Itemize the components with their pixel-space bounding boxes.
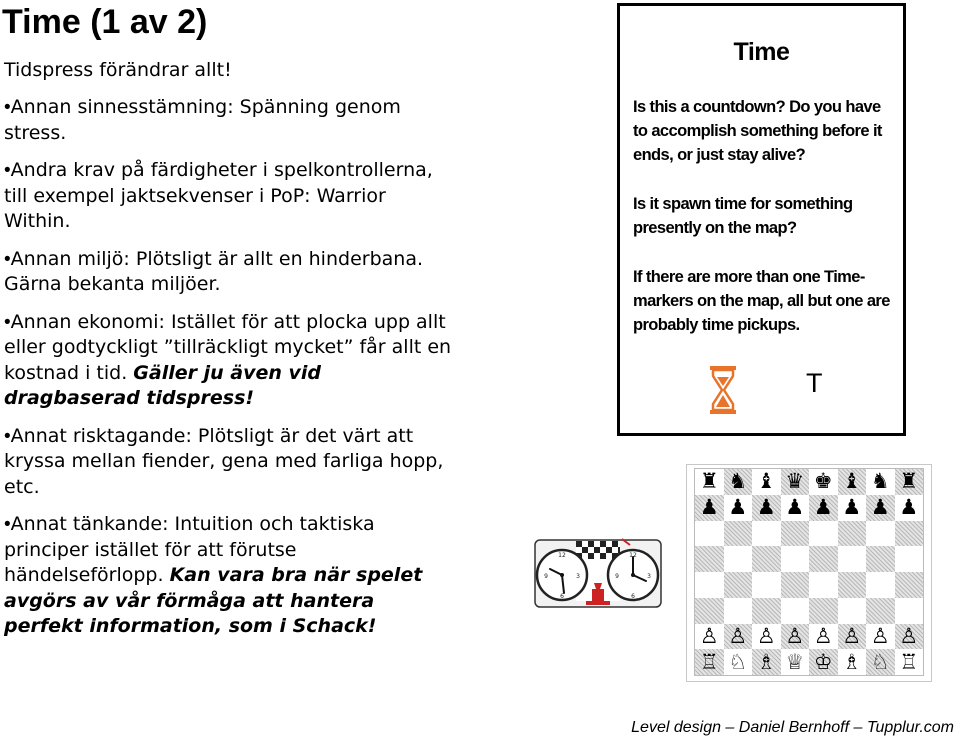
clock-numeral: 6 bbox=[560, 593, 564, 600]
bullet-text: Annan sinnesstämning: Spänning genom stress. bbox=[4, 96, 401, 144]
chess-piece-square: ♙ bbox=[724, 624, 753, 650]
bullet-list bbox=[4, 95, 454, 652]
bullet-item bbox=[4, 512, 454, 640]
chess-piece-square: ♙ bbox=[699, 623, 719, 648]
bullet-marker: • bbox=[4, 514, 11, 535]
bullet-item bbox=[4, 310, 454, 412]
chess-square bbox=[752, 546, 781, 572]
bullet-text: Annan ekonomi: Istället för att plocka upp allt eller godtyckligt ”tillräckligt mycket” får allt en kostnad i tid. bbox=[4, 310, 452, 384]
chess-square bbox=[724, 521, 753, 547]
chess-piece-square: ♕ bbox=[785, 649, 805, 674]
bullet-item bbox=[4, 424, 454, 501]
chess-piece-square: ♟ bbox=[752, 495, 781, 521]
chess-piece-square: ♔ bbox=[809, 649, 838, 675]
chess-board-panel bbox=[686, 464, 932, 682]
chess-piece-square: ♟ bbox=[728, 495, 748, 520]
chess-square bbox=[895, 521, 924, 547]
chess-square bbox=[695, 598, 724, 624]
chess-board bbox=[694, 468, 924, 676]
clock-numeral: 6 bbox=[631, 593, 635, 600]
card-paragraph: Is it spawn time for something presently on the map? bbox=[633, 195, 853, 237]
time-marker-card bbox=[617, 3, 906, 436]
chess-piece-square: ♛ bbox=[781, 469, 810, 495]
bullet-emphasis: Gäller ju även vid dragbaserad tidspress! bbox=[4, 361, 321, 409]
chess-square bbox=[695, 572, 724, 598]
chess-square bbox=[895, 572, 924, 598]
chess-piece-square: ♗ bbox=[842, 649, 862, 674]
bullet-text: Annat tänkande: Intuition och taktiska principer istället för att förutse händelseförlopp. bbox=[4, 513, 375, 586]
bullet-marker: • bbox=[4, 425, 11, 447]
chess-square bbox=[809, 598, 838, 624]
chess-square bbox=[724, 572, 753, 598]
chess-square bbox=[895, 598, 924, 624]
chess-square bbox=[781, 598, 810, 624]
chess-square bbox=[895, 546, 924, 572]
clock-numeral: 3 bbox=[576, 573, 580, 580]
chess-square bbox=[695, 546, 724, 572]
chess-square bbox=[866, 546, 895, 572]
chess-square bbox=[838, 598, 867, 624]
chess-square bbox=[724, 598, 753, 624]
chess-piece-square: ♜ bbox=[895, 469, 924, 495]
bullet-item bbox=[4, 95, 454, 146]
bullet-marker: • bbox=[4, 311, 11, 333]
clock-numeral: 9 bbox=[615, 573, 619, 580]
card-paragraph: Is this a countdown? Do you have to accomplish something before it ends, or just stay alive? bbox=[633, 98, 882, 164]
chess-square bbox=[781, 521, 810, 547]
chess-piece-square: ♙ bbox=[813, 623, 833, 648]
chess-piece-square: ♙ bbox=[895, 624, 924, 650]
chess-square bbox=[752, 521, 781, 547]
bullet-text: Andra krav på färdigheter i spelkontrollerna, till exempel jaktsekvenser i PoP: Warrior Within. bbox=[4, 159, 433, 232]
time-marker-letter: T bbox=[806, 368, 823, 398]
chess-square bbox=[809, 572, 838, 598]
chess-piece-square: ♙ bbox=[781, 624, 810, 650]
chess-square bbox=[866, 521, 895, 547]
card-title: Time bbox=[733, 38, 790, 66]
chess-square bbox=[809, 521, 838, 547]
chess-square bbox=[866, 572, 895, 598]
chess-piece-square: ♞ bbox=[870, 469, 890, 494]
chess-square bbox=[752, 598, 781, 624]
clock-numeral: 9 bbox=[544, 573, 548, 580]
chess-piece-square: ♘ bbox=[866, 649, 895, 675]
chess-square bbox=[752, 572, 781, 598]
chess-square bbox=[838, 521, 867, 547]
footer-credit: Level design – Daniel Bernhoff – Tupplur.com bbox=[631, 719, 954, 736]
chess-piece-square: ♚ bbox=[813, 469, 833, 494]
chess-piece-square: ♟ bbox=[695, 495, 724, 521]
chess-piece-square: ♙ bbox=[870, 623, 890, 648]
bullet-emphasis: Kan vara bra när spelet avgörs av vår förmåga att hantera perfekt information, som i Schack! bbox=[4, 564, 423, 637]
bullet-marker: • bbox=[4, 248, 11, 270]
chess-square bbox=[695, 521, 724, 547]
chess-piece-square: ♟ bbox=[785, 495, 805, 520]
chess-piece-square: ♙ bbox=[838, 624, 867, 650]
chess-piece-square: ♟ bbox=[809, 495, 838, 521]
chess-piece-square: ♖ bbox=[899, 649, 919, 674]
bullet-marker: • bbox=[4, 160, 11, 181]
chess-clock-icon bbox=[534, 537, 662, 609]
bullet-text: Annat risktagande: Plötsligt är det värt att kryssa mellan fiender, gena med farliga hopp, etc. bbox=[4, 424, 444, 498]
chess-square bbox=[781, 546, 810, 572]
slide-title: Time (1 av 2) bbox=[2, 3, 208, 41]
bullet-marker: • bbox=[4, 97, 11, 118]
bullet-text: Annan miljö: Plötsligt är allt en hinderbana. Gärna bekanta miljöer. bbox=[4, 247, 423, 295]
chess-piece-square: ♞ bbox=[724, 469, 753, 495]
chess-square bbox=[781, 572, 810, 598]
chess-piece-square: ♜ bbox=[699, 469, 719, 494]
clock-numeral: 12 bbox=[629, 552, 637, 559]
chess-square bbox=[724, 546, 753, 572]
hourglass-icon bbox=[709, 365, 737, 415]
chess-piece-square: ♟ bbox=[866, 495, 895, 521]
clock-numeral: 12 bbox=[558, 552, 566, 559]
chess-piece-square: ♝ bbox=[838, 469, 867, 495]
chess-piece-square: ♗ bbox=[752, 649, 781, 675]
chess-piece-square: ♙ bbox=[756, 623, 776, 648]
chess-square bbox=[838, 546, 867, 572]
card-paragraph: If there are more than one Time-markers on the map, all but one are probably time pickups. bbox=[633, 268, 890, 334]
bullet-item bbox=[4, 247, 454, 298]
clock-numeral: 3 bbox=[647, 573, 651, 580]
chess-piece-square: ♝ bbox=[756, 469, 776, 494]
chess-square bbox=[866, 598, 895, 624]
chess-square bbox=[809, 546, 838, 572]
chess-square bbox=[838, 572, 867, 598]
chess-piece-square: ♘ bbox=[728, 649, 748, 674]
bullet-item bbox=[4, 158, 454, 235]
chess-piece-square: ♟ bbox=[899, 495, 919, 520]
chess-piece-square: ♖ bbox=[695, 649, 724, 675]
slide-subtitle: Tidspress förändrar allt! bbox=[4, 59, 232, 81]
chess-piece-square: ♟ bbox=[842, 495, 862, 520]
